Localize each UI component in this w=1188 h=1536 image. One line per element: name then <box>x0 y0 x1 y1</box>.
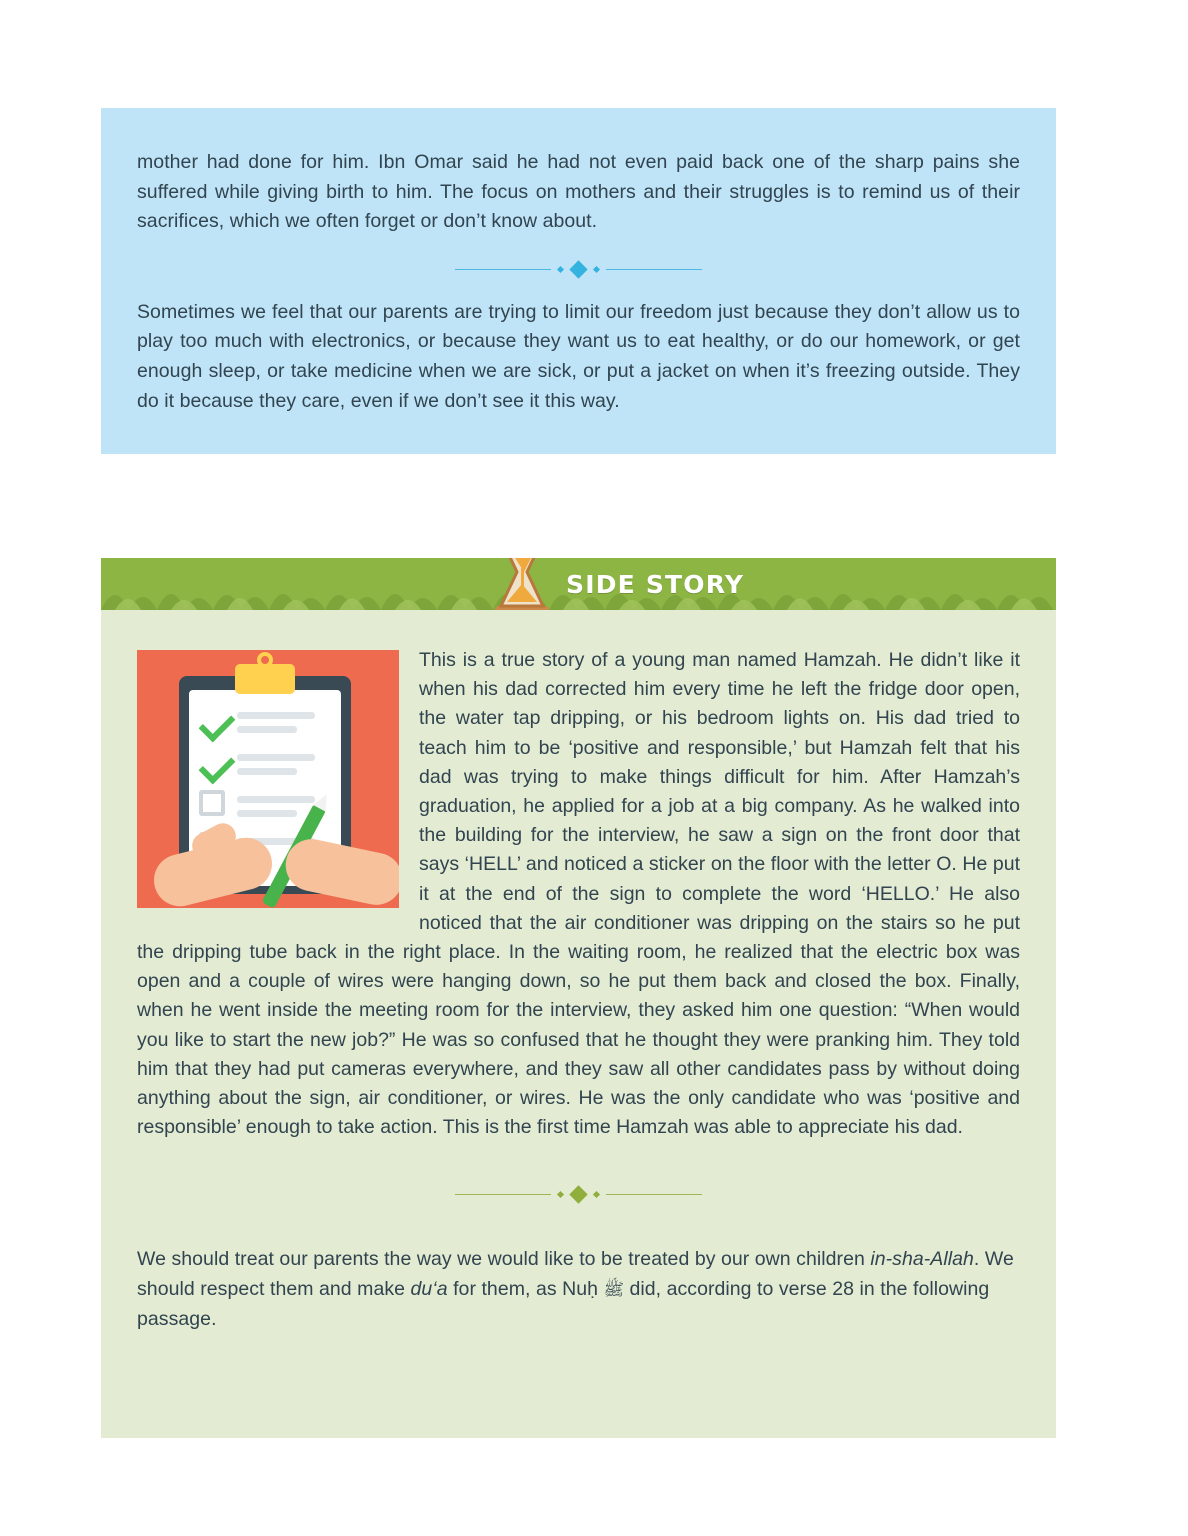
blue-divider-ornament <box>137 263 1020 276</box>
closing-paragraph <box>137 1245 1020 1334</box>
side-story-panel <box>101 558 1056 1438</box>
divider-dot-left <box>557 1191 564 1198</box>
closing-text-4: did, according to verse 28 in the following passage. <box>137 1278 990 1330</box>
side-story-header <box>101 558 1056 610</box>
closing-italic-insha: in-sha-Allah <box>870 1248 974 1271</box>
paper-line <box>237 712 315 719</box>
blue-paragraph-1: mother had done for him. Ibn Omar said he had not even paid back one of the sharp pains she suffered while giving birth to him. The focus on mothers and their struggles is to remind us of their sacrifices, which we often forget or don’t know about. <box>137 151 1020 233</box>
divider-diamond <box>569 1186 587 1204</box>
divider-dot-right <box>593 1191 600 1198</box>
divider-diamond <box>569 260 587 278</box>
closing-italic-dua: du‘a <box>410 1278 448 1301</box>
divider-dot-left <box>557 266 564 273</box>
closing-text-3: for them, as Nuḥ <box>447 1278 604 1301</box>
divider-line-left <box>455 1194 551 1195</box>
paper-line <box>237 810 297 817</box>
clipboard-clip <box>235 664 295 694</box>
blue-paragraph-2: Sometimes we feel that our parents are trying to limit our freedom just because they don’t allow us to play too much with electronics, or because they want us to eat healthy, or do our homework, or get enough sleep, or take medicine when we are sick, or put a jacket on when it’s freezing outside. They do it because they care, even if we don’t see it this way. <box>137 300 1020 412</box>
divider-line-right <box>606 1194 702 1195</box>
hand-right <box>281 834 399 908</box>
empty-checkbox-icon <box>199 790 225 816</box>
hourglass-icon <box>481 558 563 610</box>
side-story-title: SIDE STORY <box>566 570 745 599</box>
clipboard-checklist-illustration <box>137 650 399 908</box>
side-story-text: This is a true story of a young man named Hamzah. He didn’t like it when his dad corrected him every time he left the fridge door open, the water tap dripping, or his bedroom lights on. His dad tried to teach him to be ‘positive and responsible,’ but Hamzah felt that his dad was trying to make things difficult for him. After Hamzah’s graduation, he applied for a job at a big company. As he walked into the building for the interview, he saw a sign on the front door that says ‘HELL’ and noticed a sticker on the floor with the letter O. He put it at the end of the sign to complete the word ‘HELLO.’ He also noticed that the air conditioner was dripping on the stairs so he put the dripping tube back in the right place. In the waiting room, he realized that the electric box was open and a couple of wires were hanging down, so he put them back and closed the box. Finally, when he went inside the meeting room for the interview, they asked him one question: “When would you like to start the new job?” He was so confused that he thought they were pranking him. They told him that they had put cameras everywhere, and they saw all other candidates pass by without doing anything about the sign, air conditioner, or wires. He was the only candidate who was ‘positive and responsible’ enough to take action. This is the first time Hamzah was able to appreciate his dad. <box>137 649 1020 1139</box>
divider-line-right <box>606 269 702 270</box>
paper-line <box>237 726 297 733</box>
closing-text-2: . We should respect them and make <box>137 1248 1014 1301</box>
paper-line <box>237 796 315 803</box>
paper-line <box>237 768 297 775</box>
honorific-glyph: ﷺ <box>603 1280 625 1300</box>
side-story-body <box>101 610 1056 1162</box>
closing-text-1: We should treat our parents the way we would like to be treated by our own children <box>137 1248 871 1271</box>
divider-line-left <box>455 269 551 270</box>
green-divider-ornament <box>137 1188 1020 1201</box>
divider-dot-right <box>593 266 600 273</box>
paper-line <box>237 754 315 761</box>
side-story-closing <box>101 1188 1056 1334</box>
blue-callout-panel <box>101 108 1056 454</box>
